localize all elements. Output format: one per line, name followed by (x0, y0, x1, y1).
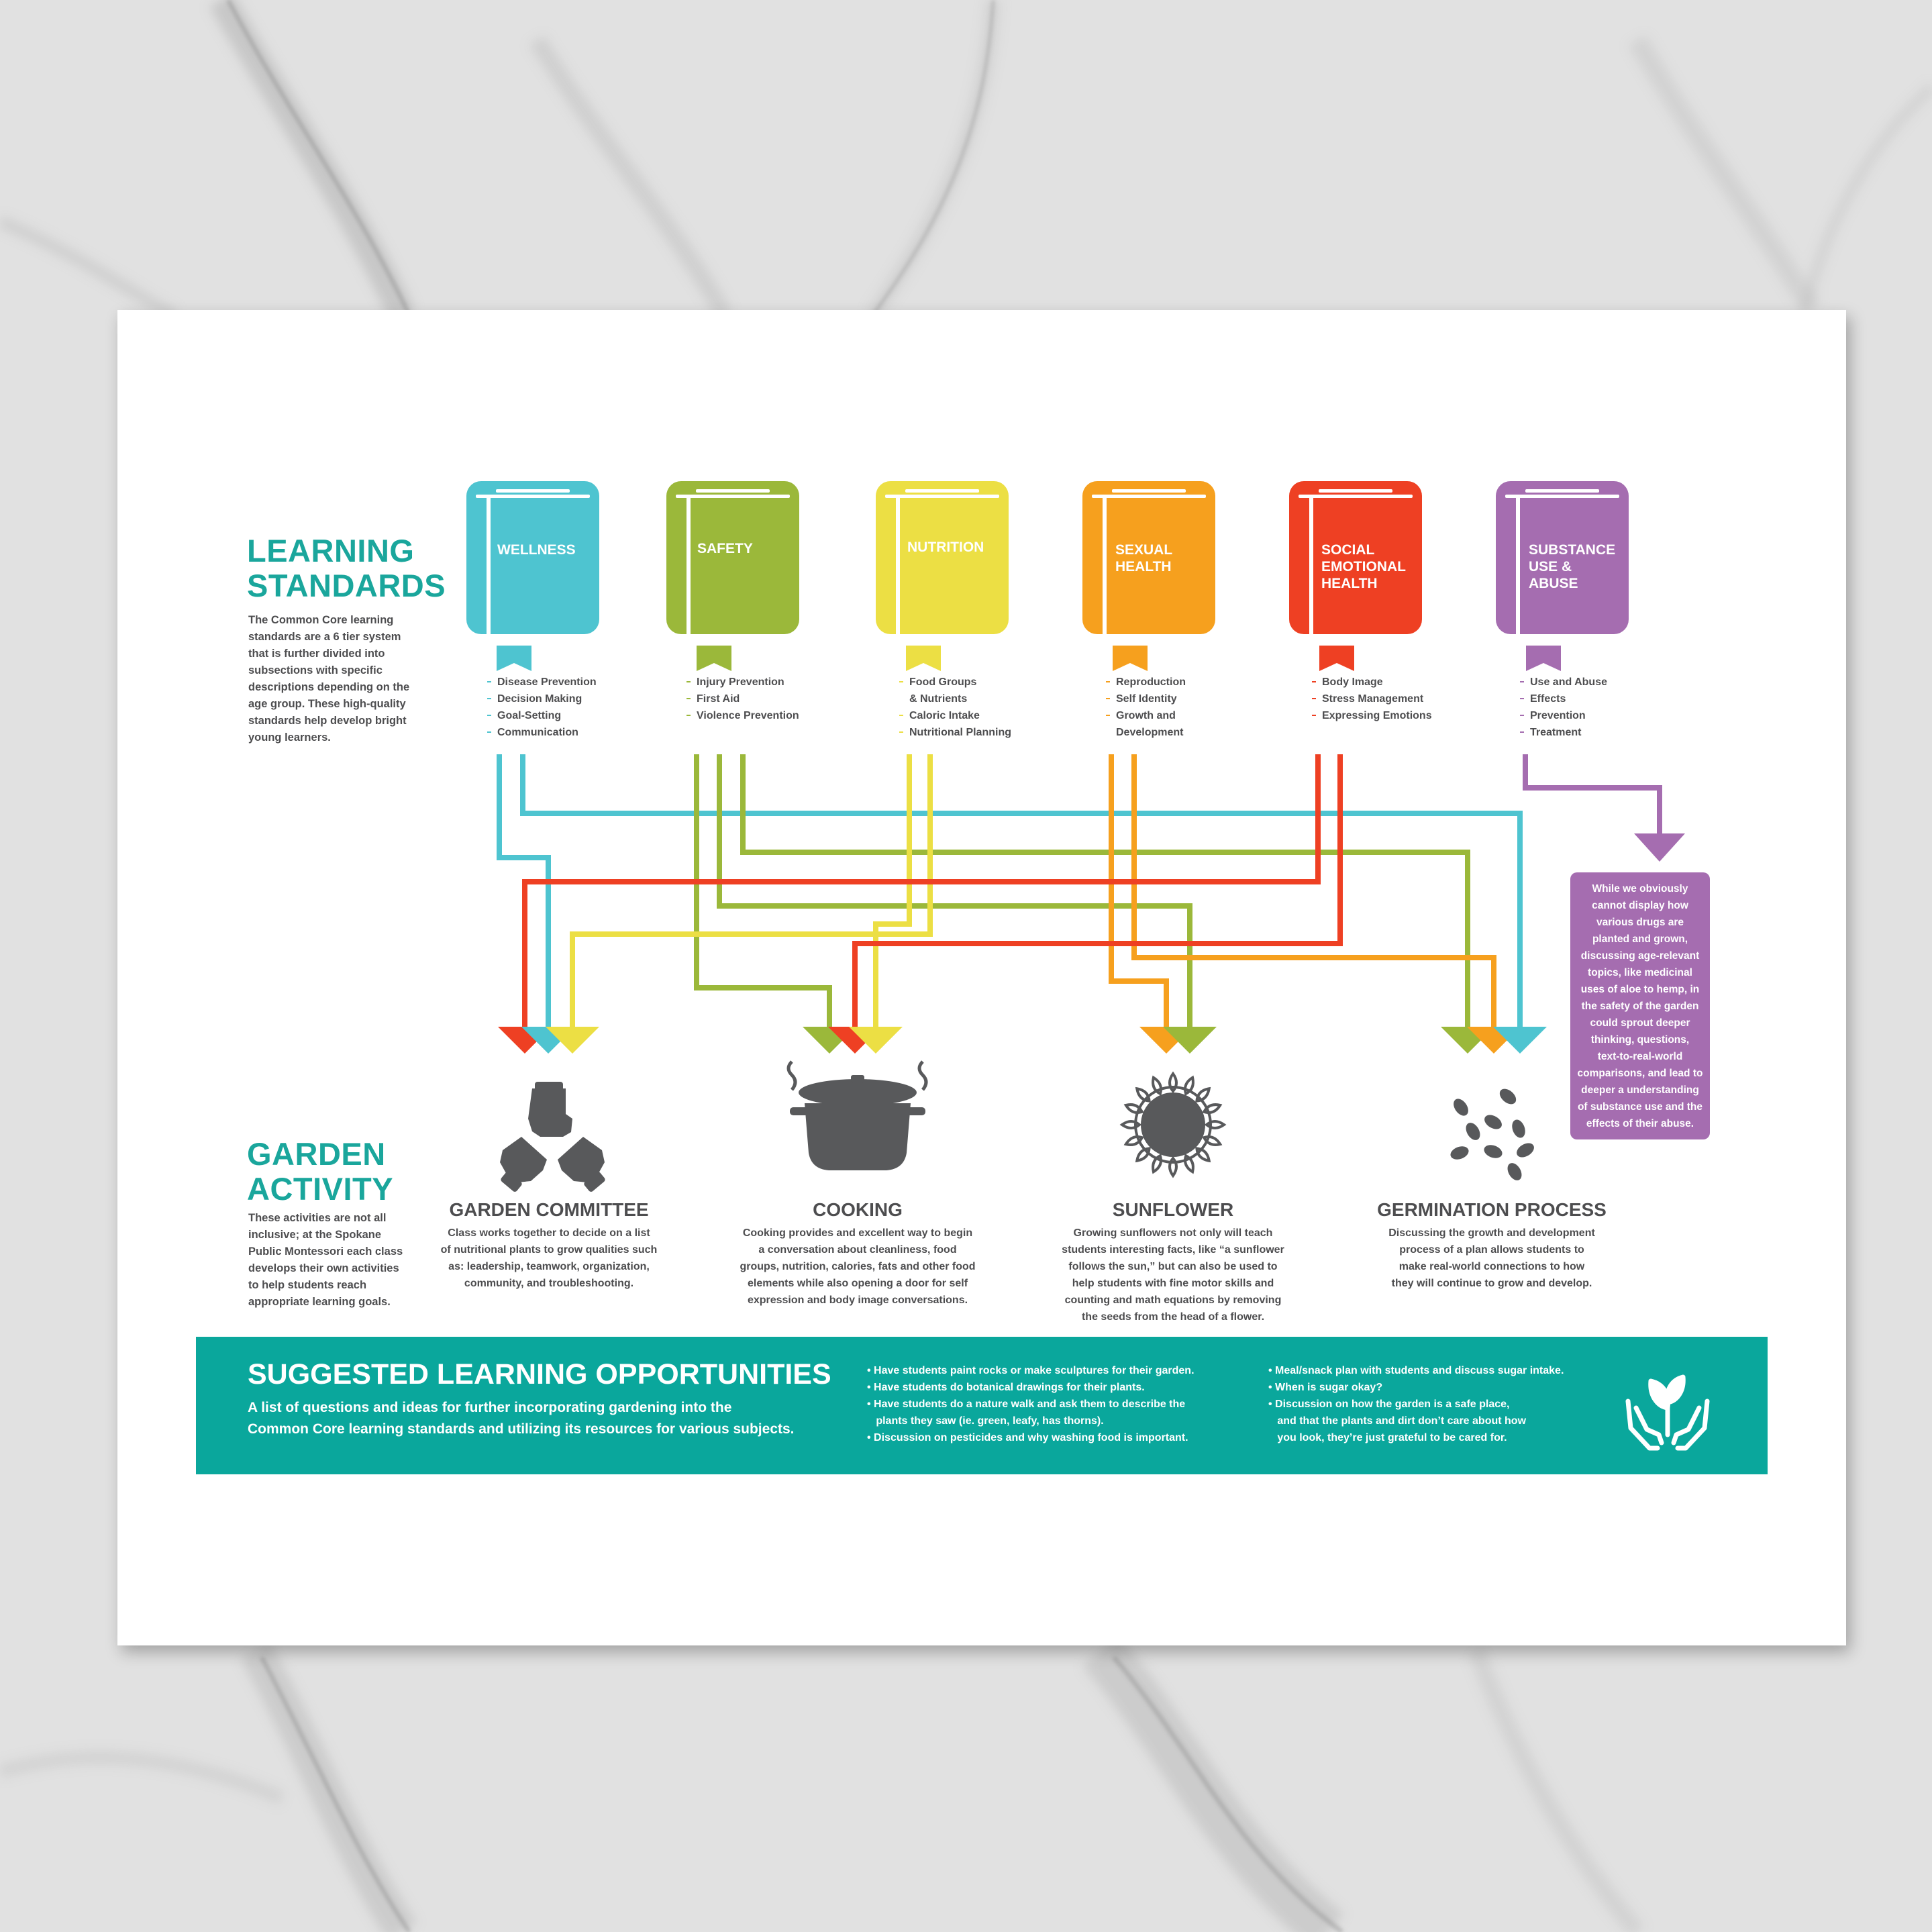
topic-list-social-emotional (1312, 674, 1432, 724)
topic-item: Effects (1520, 691, 1607, 707)
learning-standards-title: LEARNING STANDARDS (247, 533, 446, 603)
topic-item: Body Image (1312, 674, 1432, 691)
seeds-icon (1449, 1086, 1537, 1183)
activity-title-garden-committee: GARDEN COMMITTEE (449, 1199, 649, 1220)
book-label-sexual-health: SEXUAL HEALTH (1115, 542, 1173, 574)
topic-item: Expressing Emotions (1312, 707, 1432, 724)
topic-item: Growth and (1106, 707, 1186, 724)
topic-list-substance (1520, 674, 1607, 741)
activity-title-cooking: COOKING (813, 1199, 903, 1220)
book-label-wellness: WELLNESS (497, 542, 576, 558)
hands-together-icon (500, 1082, 607, 1193)
topic-item: Injury Prevention (687, 674, 799, 691)
book-label-social-emotional-health: SOCIAL EMOTIONAL HEALTH (1321, 542, 1406, 591)
list-item: • Discussion on pesticides and why washing food is important. (867, 1432, 1188, 1443)
book-label-nutrition: NUTRITION (907, 540, 984, 555)
topic-list-sexual-health (1106, 674, 1186, 741)
connector-nutrition-cooking (876, 754, 909, 1028)
topic-item: Stress Management (1312, 691, 1432, 707)
suggested-subtitle: A list of questions and ideas for further incorporating gardening into the Common Core learning standards and utilizing its resources for various subjects. (248, 1400, 795, 1437)
learning-standards-intro: The Common Core learning standards are a 6 tier system that is further divided into subsections with specific descriptions depending on the age group. These high-quality standards help develop bright young learners. (248, 614, 410, 744)
topic-item: Use and Abuse (1520, 674, 1607, 691)
list-item: • Have students do botanical drawings for their plants. (867, 1382, 1145, 1393)
list-item: • Discussion on how the garden is a safe place, (1268, 1399, 1510, 1410)
suggested-title: SUGGESTED LEARNING OPPORTUNITIES (248, 1358, 831, 1390)
suggested-list-1 (867, 1362, 1194, 1446)
topic-item: Goal-Setting (487, 707, 597, 724)
topic-item: Food Groups (899, 674, 1011, 691)
list-item: • Meal/snack plan with students and discuss sugar intake. (1268, 1365, 1564, 1376)
garden-activity-title: GARDEN ACTIVITY (247, 1136, 394, 1207)
topic-item: Nutritional Planning (899, 724, 1011, 741)
topic-list-nutrition (899, 674, 1011, 741)
list-item: plants they saw (ie. green, leafy, has thorns). (867, 1415, 1104, 1427)
list-item: and that the plants and dirt don’t care about how (1268, 1415, 1527, 1427)
book-safety (666, 481, 799, 671)
topic-item: Violence Prevention (687, 707, 799, 724)
book-wellness (466, 481, 599, 671)
suggested-learning-band (196, 1337, 1768, 1474)
topic-item: Communication (487, 724, 597, 741)
hands-plant-icon (1617, 1354, 1718, 1455)
topic-item: Development (1116, 727, 1184, 738)
book-label-substance-use-abuse: SUBSTANCE USE & ABUSE (1529, 542, 1616, 591)
sunflower-icon (1122, 1074, 1224, 1176)
bookmark-icon (1113, 646, 1148, 671)
bookmark-icon (906, 646, 941, 671)
bookmark-icon (1319, 646, 1354, 671)
list-item: • Have students paint rocks or make sculptures for their garden. (867, 1365, 1194, 1376)
bookmark-icon (1526, 646, 1561, 671)
topic-item: Caloric Intake (899, 707, 1011, 724)
list-item: • Have students do a nature walk and ask them to describe the (867, 1399, 1186, 1410)
book-label-safety: SAFETY (697, 541, 753, 556)
standard-books (466, 481, 1629, 671)
book-sexual-health (1082, 481, 1215, 671)
substance-abuse-note: While we obviously cannot display how various drugs are planted and grown, discussing age-relevant topics, like medicinal uses of aloe to hemp, in the safety of the garden could sprout deeper thinking, questions, text-to-real-world comparisons, and lead to deeper a understanding of substance use and the effects of their abuse. (1570, 872, 1710, 1139)
topic-list-wellness (487, 674, 597, 741)
suggested-list-2 (1268, 1362, 1564, 1446)
activity-desc-germination: Discussing the growth and development process of a plan allows students to make real-world connections to how they will continue to grow and develop. (1388, 1227, 1595, 1289)
topic-item: & Nutrients (909, 693, 968, 705)
activity-title-germination: GERMINATION PROCESS (1377, 1199, 1607, 1220)
topic-item: Prevention (1520, 707, 1607, 724)
connector-substance-note (1525, 754, 1660, 837)
garden-activity-intro: These activities are not all inclusive; at the Spokane Public Montessori each class develops their own activities to help students reach appropriate learning goals. (248, 1212, 403, 1308)
bookmark-icon (697, 646, 731, 671)
connector-sexual-health-sunflower (1111, 754, 1166, 1028)
activity-desc-cooking: Cooking provides and excellent way to begin a conversation about cleanliness, food groups, nutrition, calories, fats and other food elements while also opening a door for self expression and body image conversations. (740, 1227, 976, 1306)
topic-item: Treatment (1520, 724, 1607, 741)
topic-item: Reproduction (1106, 674, 1186, 691)
connector-wellness-germination (523, 754, 1520, 1028)
topic-item: First Aid (687, 691, 799, 707)
cooking-pot-icon (789, 1062, 926, 1170)
list-item: • When is sugar okay? (1268, 1382, 1383, 1393)
topic-item: Decision Making (487, 691, 597, 707)
topic-list-safety (687, 674, 799, 724)
topic-item: Self Identity (1106, 691, 1186, 707)
activity-desc-garden-committee: Class works together to decide on a list of nutritional plants to grow qualities such as: leadership, teamwork, organization, community, and troubleshooting. (440, 1227, 658, 1289)
topic-item: Disease Prevention (487, 674, 597, 691)
connector-social-emotional-garden-committee (525, 754, 1318, 1028)
activity-desc-sunflower: Growing sunflowers not only will teach students interesting facts, like “a sunflower follows the sun,” but can also be used to help students with fine motor skills and counting and math equations by removing the seeds from the head of a flower. (1062, 1227, 1284, 1323)
connector-lines (499, 754, 1660, 1028)
list-item: you look, they’re just grateful to be cared for. (1268, 1432, 1507, 1443)
connector-safety-cooking (697, 754, 829, 1028)
bookmark-icon (497, 646, 531, 671)
activity-title-sunflower: SUNFLOWER (1112, 1199, 1234, 1220)
connector-safety-germination (743, 754, 1468, 1028)
arrowhead-substance-to-note (1634, 833, 1685, 862)
book-nutrition (876, 481, 1009, 671)
